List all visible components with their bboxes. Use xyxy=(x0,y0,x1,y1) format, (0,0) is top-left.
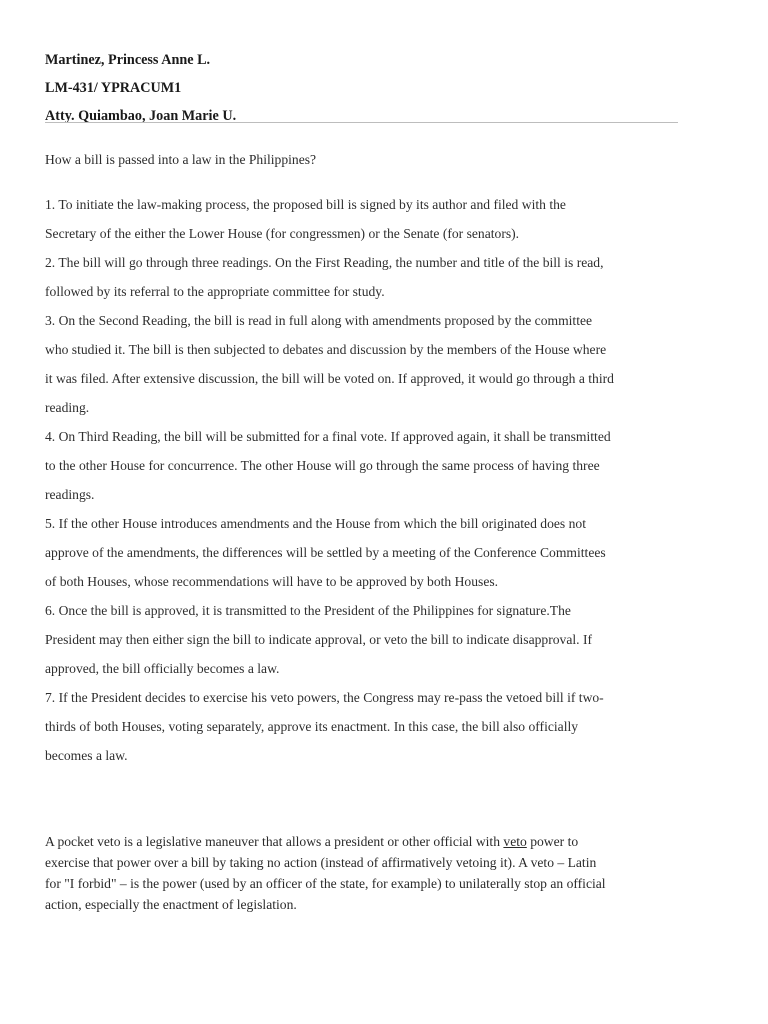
pocket-veto-text: A pocket veto is a legislative maneuver that allows a president or other official with xyxy=(45,834,504,849)
steps-line: President may then either sign the bill to indicate approval, or veto the bill to indicate disapproval. If xyxy=(45,632,593,647)
steps-line: 3. On the Second Reading, the bill is read in full along with amendments proposed by the committee xyxy=(45,313,593,328)
student-name: Martinez, Princess Anne L. xyxy=(45,52,211,68)
course-code: LM-431/ YPRACUM1 xyxy=(45,80,182,96)
pocket-veto-line xyxy=(45,831,680,852)
steps-line: to the other House for concurrence. The other House will go through the same process of having three xyxy=(45,458,600,473)
steps-line: followed by its referral to the appropriate committee for study. xyxy=(45,284,385,299)
steps-line: Secretary of the either the Lower House (for congressmen) or the Senate (for senators). xyxy=(45,226,520,241)
instructor-name: Atty. Quiambao, Joan Marie U. xyxy=(45,108,237,124)
steps-line: becomes a law. xyxy=(45,748,128,763)
pocket-veto-paragraph xyxy=(45,831,680,915)
steps-line: 2. The bill will go through three readings. On the First Reading, the number and title of the bill is read, xyxy=(45,255,604,270)
steps-line: of both Houses, whose recommendations will have to be approved by both Houses. xyxy=(45,574,499,589)
question-heading: How a bill is passed into a law in the Philippines? xyxy=(45,152,317,167)
steps-line: 6. Once the bill is approved, it is transmitted to the President of the Philippines for signature.The xyxy=(45,603,571,618)
steps-line: approved, the bill officially becomes a law. xyxy=(45,661,280,676)
steps-line: readings. xyxy=(45,487,95,502)
steps-line: who studied it. The bill is then subjected to debates and discussion by the members of the House where xyxy=(45,342,607,357)
steps-line: 4. On Third Reading, the bill will be submitted for a final vote. If approved again, it shall be transmitted xyxy=(45,429,611,444)
pocket-veto-line: for "I forbid" – is the power (used by an officer of the state, for example) to unilaterally stop an official xyxy=(45,876,606,891)
steps-line: 1. To initiate the law-making process, the proposed bill is signed by its author and filed with the xyxy=(45,197,566,212)
steps-line: 7. If the President decides to exercise his veto powers, the Congress may re-pass the vetoed bill if two- xyxy=(45,690,604,705)
header-divider xyxy=(45,122,678,123)
steps-line: it was filed. After extensive discussion, the bill will be voted on. If approved, it would go through a third xyxy=(45,371,614,386)
steps-line: approve of the amendments, the differences will be settled by a meeting of the Conference Committees xyxy=(45,545,606,560)
steps-line: 5. If the other House introduces amendments and the House from which the bill originated does not xyxy=(45,516,586,531)
veto-link[interactable]: veto xyxy=(503,834,527,849)
steps-line: reading. xyxy=(45,400,90,415)
document-header xyxy=(45,46,680,130)
steps-section xyxy=(45,190,680,770)
pocket-veto-line: exercise that power over a bill by taking no action (instead of affirmatively vetoing it). A veto – Latin xyxy=(45,855,597,870)
pocket-veto-text: power to xyxy=(526,834,579,849)
steps-line: thirds of both Houses, voting separately, approve its enactment. In this case, the bill also officially xyxy=(45,719,579,734)
pocket-veto-line: action, especially the enactment of legislation. xyxy=(45,897,297,912)
